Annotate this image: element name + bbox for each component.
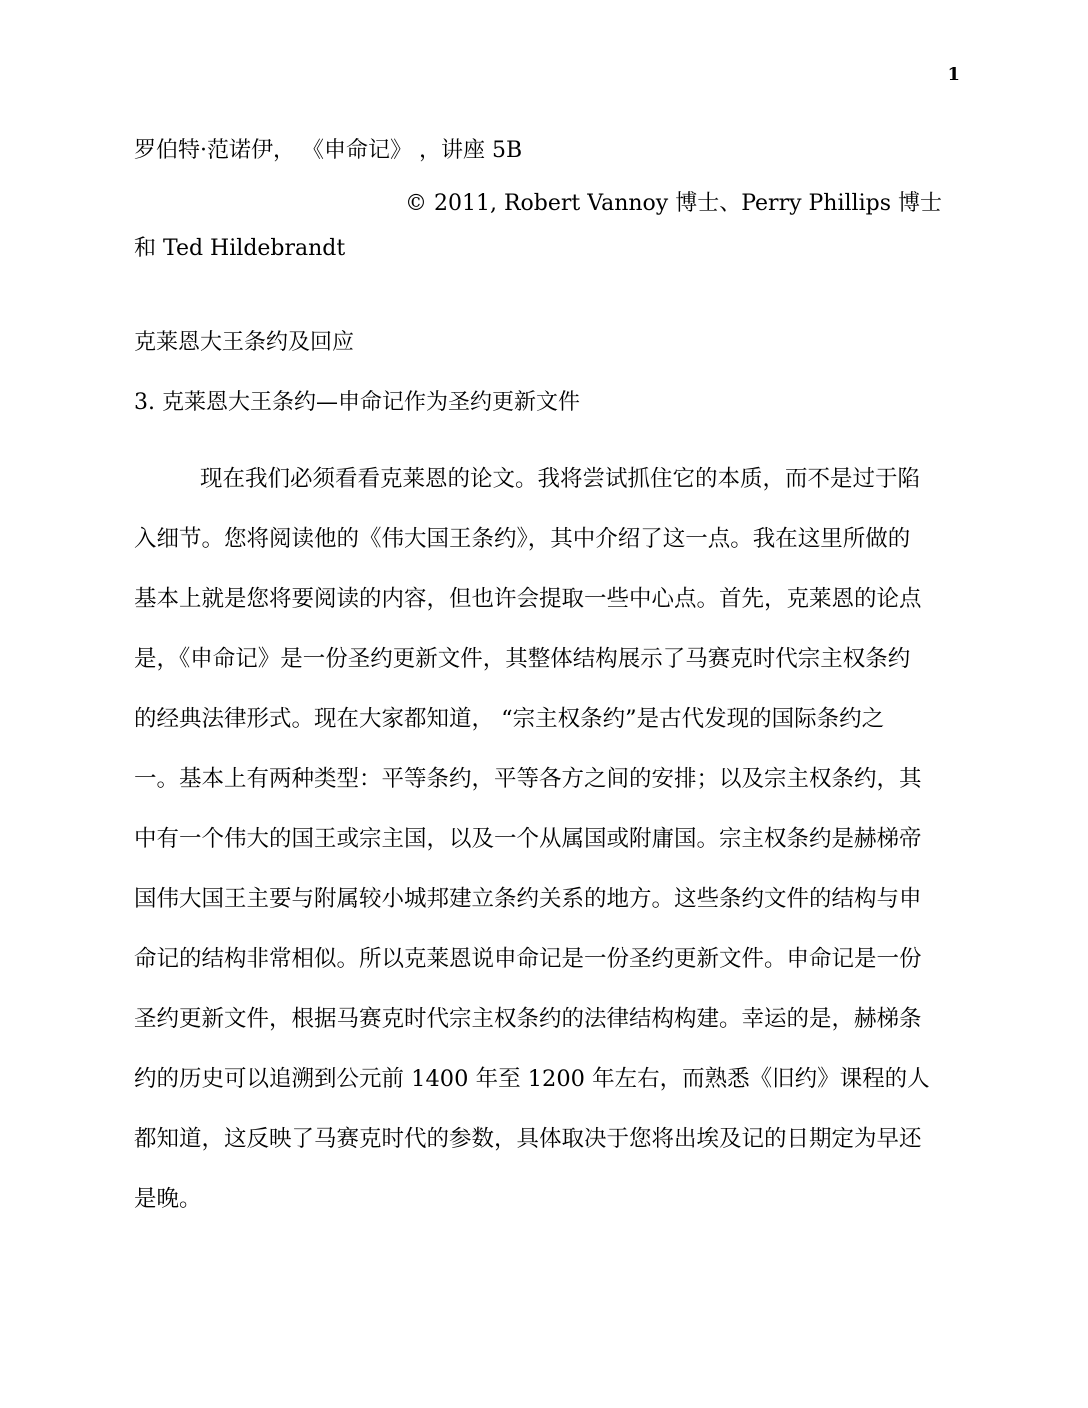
copyright-line: © 2011, Robert Vannoy 博士、Perry Phillips 博士	[405, 191, 942, 216]
paragraph-line: 现在我们必须看看克莱恩的论文。我将尝试抓住它的本质，而不是过于陷	[200, 466, 921, 492]
paragraph-line: 圣约更新文件，根据马赛克时代宗主权条约的法律结构构建。幸运的是，赫梯条	[134, 1006, 922, 1032]
paragraph-line: 基本上就是您将要阅读的内容，但也许会提取一些中心点。首先，克莱恩的论点	[134, 586, 922, 612]
copyright-continuation: 和 Ted Hildebrandt	[134, 236, 346, 261]
section-title: 克莱恩大王条约及回应	[134, 330, 355, 355]
paragraph-line: 是，《申命记》是一份圣约更新文件，其整体结构展示了马赛克时代宗主权条约	[134, 646, 911, 672]
author-line: 罗伯特·范诺伊， 《申命记》 ，讲座 5B	[134, 138, 523, 163]
paragraph-line: 国伟大国王主要与附属较小城邦建立条约关系的地方。这些条约文件的结构与申	[134, 886, 922, 912]
paragraph-line: 中有一个伟大的国王或宗主国，以及一个从属国或附庸国。宗主权条约是赫梯帝	[134, 826, 922, 852]
paragraph-line: 都知道，这反映了马赛克时代的参数，具体取决于您将出埃及记的日期定为早还	[134, 1126, 922, 1152]
paragraph-line: 入细节。您将阅读他的《伟大国王条约》，其中介绍了这一点。我在这里所做的	[134, 526, 911, 552]
paragraph-line: 命记的结构非常相似。所以克莱恩说申命记是一份圣约更新文件。申命记是一份	[134, 946, 922, 972]
paragraph-line: 是晚。	[134, 1186, 202, 1212]
subsection-title: 3. 克莱恩大王条约—申命记作为圣约更新文件	[134, 390, 580, 415]
paragraph-line: 的经典法律形式。现在大家都知道， “宗主权条约”是古代发现的国际条约之	[134, 706, 885, 732]
body-paragraph	[134, 449, 942, 1229]
paragraph-line: 一。基本上有两种类型：平等条约，平等各方之间的安排；以及宗主权条约，其	[134, 766, 922, 792]
paragraph-line: 约的历史可以追溯到公元前 1400 年至 1200 年左右，而熟悉《旧约》课程的人	[134, 1066, 930, 1092]
page-number: 1	[947, 64, 960, 85]
